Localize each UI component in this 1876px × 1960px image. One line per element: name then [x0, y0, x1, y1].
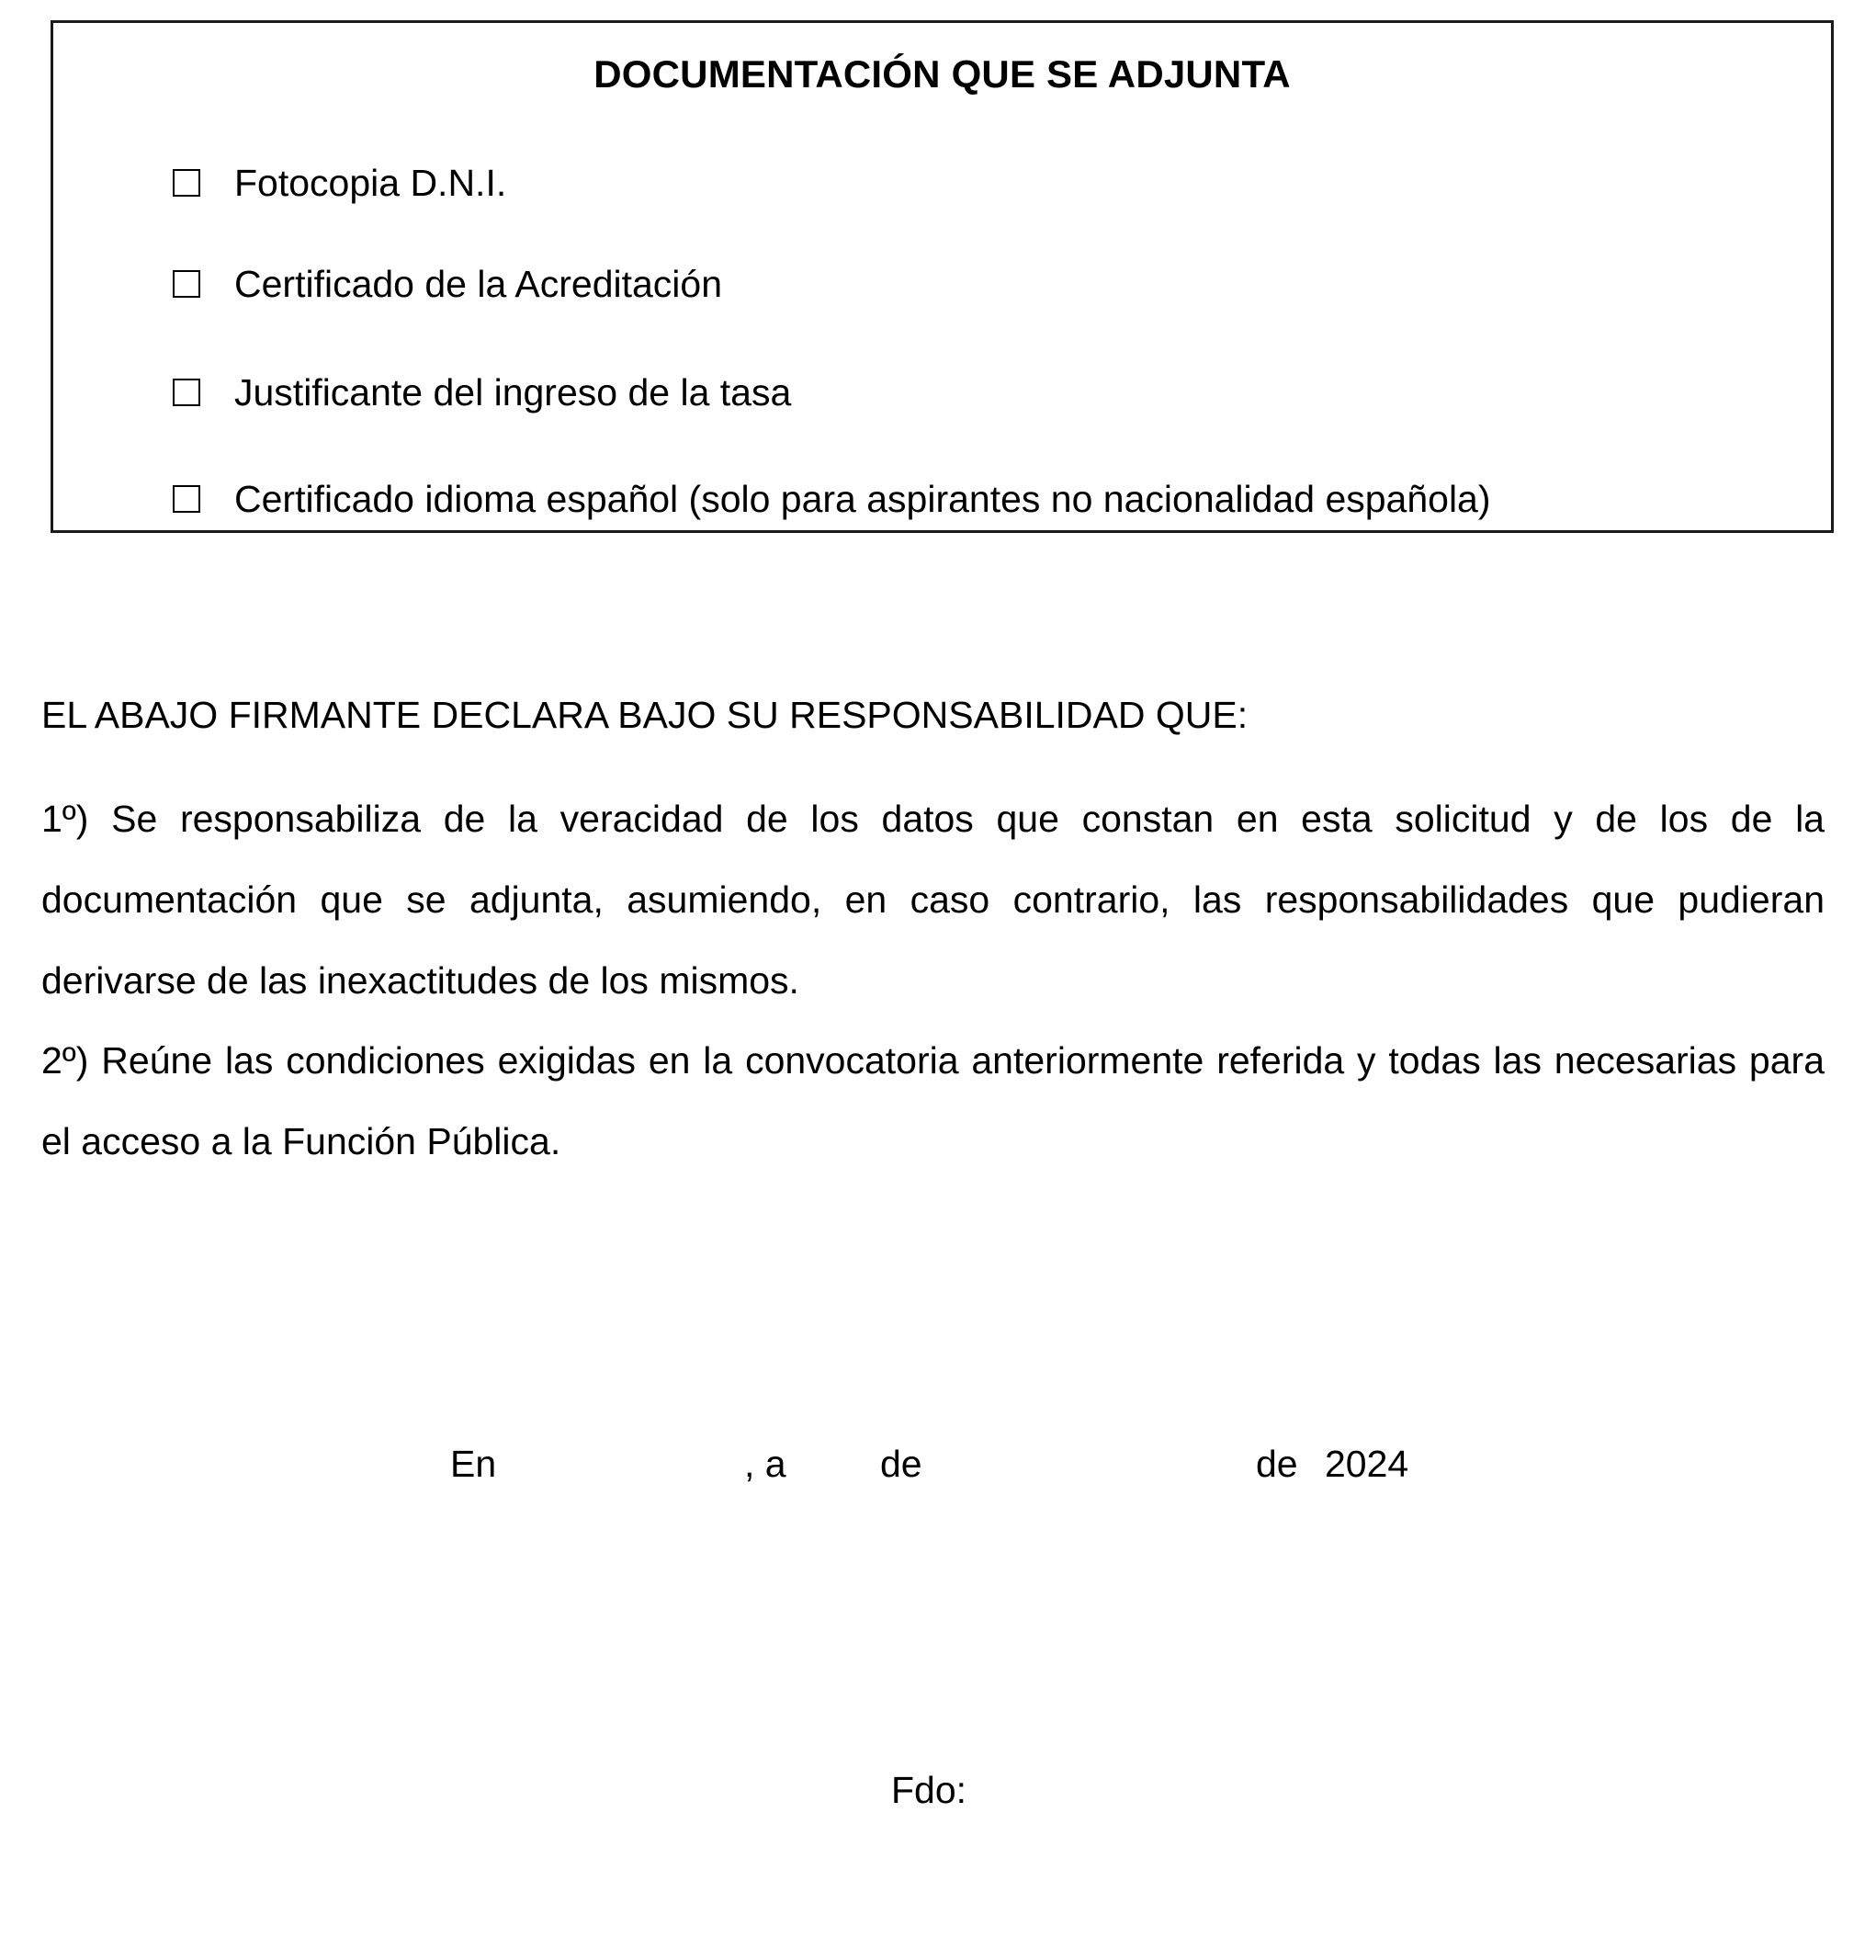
signature-label: Fdo: — [891, 1769, 967, 1811]
date-comma-a-label: , a — [744, 1443, 786, 1485]
checklist-label-idioma: Certificado idioma español (solo para aspirantes no nacionalidad española) — [234, 478, 1491, 520]
checklist-item-tasa[interactable] — [173, 367, 791, 418]
date-de-label-2: de — [1256, 1443, 1298, 1485]
declaration-paragraph-2: 2º) Reúne las condiciones exigidas en la convocatoria anteriormente referida y todas las necesarias para el acceso a la Función Pública. — [41, 1039, 1825, 1162]
checklist-item-idioma[interactable] — [173, 473, 1491, 525]
documentation-title: DOCUMENTACIÓN QUE SE ADJUNTA — [593, 52, 1291, 96]
checklist-label-dni: Fotocopia D.N.I. — [234, 162, 507, 204]
checkbox-idioma[interactable] — [173, 485, 200, 513]
date-de-label-1: de — [880, 1443, 922, 1485]
date-year: 2024 — [1325, 1443, 1409, 1485]
checkbox-dni[interactable] — [173, 169, 200, 197]
checklist-item-dni[interactable] — [173, 157, 506, 209]
checklist-label-tasa: Justificante del ingreso de la tasa — [234, 371, 792, 414]
date-en-label: En — [450, 1443, 497, 1485]
declaration-heading: EL ABAJO FIRMANTE DECLARA BAJO SU RESPONSABILIDAD QUE: — [41, 694, 1249, 736]
checklist-item-acreditacion[interactable] — [173, 258, 722, 310]
checkbox-acreditacion[interactable] — [173, 270, 200, 298]
documentation-box — [51, 20, 1834, 533]
checkbox-tasa[interactable] — [173, 379, 200, 406]
checklist-label-acreditacion: Certificado de la Acreditación — [234, 263, 723, 305]
declaration-paragraph-1: 1º) Se responsabiliza de la veracidad de los datos que constan en esta solicitud y de los de la documentación que se adjunta, asumiendo, en caso contrario, las responsabilidades que pudieran derivarse de las inexactitudes de los mismos. — [41, 798, 1825, 1002]
